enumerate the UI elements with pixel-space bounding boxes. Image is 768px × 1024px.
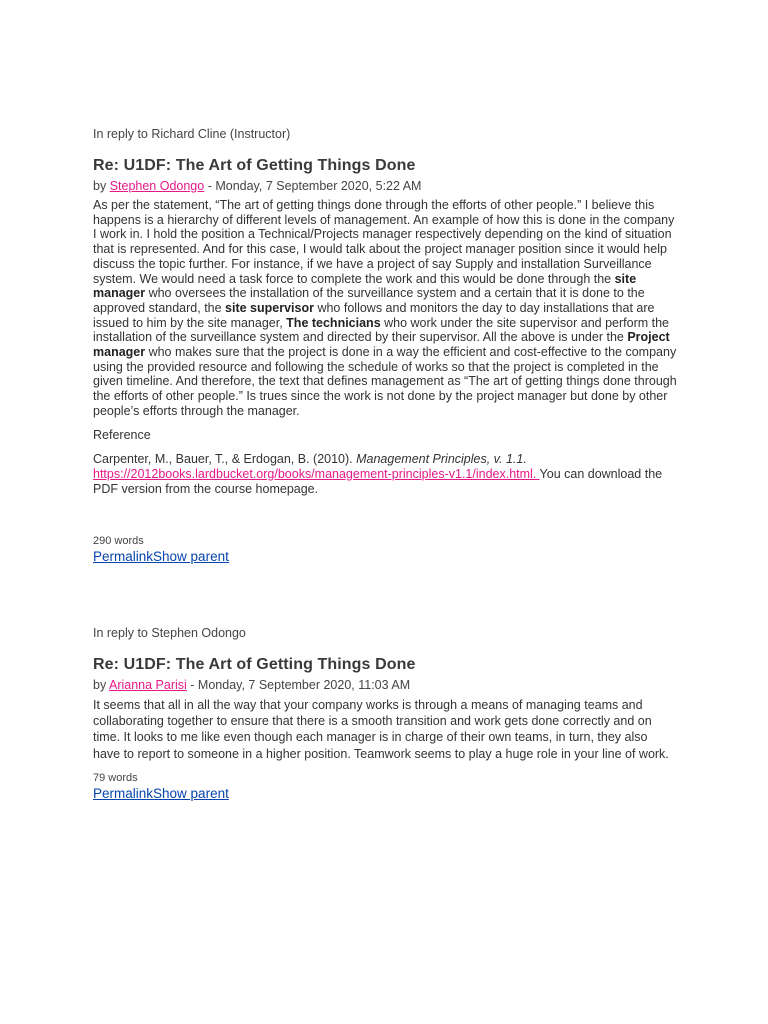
author-link[interactable]: Arianna Parisi: [109, 678, 187, 692]
bold-term-site-manager: site manager: [93, 271, 637, 301]
reply-to-label: In reply to Richard Cline (Instructor): [93, 127, 291, 141]
citation-url-link[interactable]: https://2012books.lardbucket.org/books/management-principles-v1.1/index.html.: [93, 466, 540, 481]
post-byline: [93, 677, 677, 693]
reference-citation: [93, 452, 677, 497]
citation-book-title: Management Principles, v. 1.1.: [356, 451, 527, 466]
show-parent-link[interactable]: Show parent: [153, 785, 229, 801]
citation-authors: Carpenter, M., Bauer, T., & Erdogan, B. (2010).: [93, 451, 357, 466]
author-link[interactable]: Stephen Odongo: [109, 179, 205, 193]
body-text-segment: who makes sure that the project is done in a way the efficient and cost-effective to the company using the provided resource and following the schedule of works so that the project is completed in the given timeline. And therefore, the text that defines management as “The art of getting things done through the efforts of other people.” Is trues since the work is not done by the project manager but done by other people’s efforts through the manager.: [93, 345, 677, 418]
post-actions: [93, 549, 677, 565]
post-title: Re: U1DF: The Art of Getting Things Done: [93, 656, 416, 673]
bold-term-project-manager: Project manager: [93, 330, 670, 360]
show-parent-link[interactable]: Show parent: [153, 548, 229, 564]
reply-to-label: In reply to Stephen Odongo: [93, 626, 246, 640]
bold-term-site-supervisor: site supervisor: [225, 300, 314, 315]
post-body: It seems that all in all the way that your company works is through a means of managing teams and collaborating together to ensure that there is a smooth transition and work gets done correctly and on time. It looks to me like even though each manager is in charge of their own teams, in turn, they also have to report to someone in a higher position. Teamwork seems to play a huge role in your line of work.: [93, 698, 669, 761]
body-text-segment: who work under the site supervisor and perform the installation of the surveillance system and directed by their supervisor. All the above is under the: [93, 315, 669, 345]
byline-prefix: by: [93, 678, 109, 692]
forum-post: [93, 625, 677, 802]
word-count: 79 words: [93, 771, 138, 784]
post-byline: [93, 178, 677, 194]
body-text-segment: who oversees the installation of the surveillance system and a certain that it is done to the approved standard, the: [93, 286, 645, 315]
post-body: [93, 198, 677, 419]
permalink-link[interactable]: Permalink: [93, 548, 154, 564]
forum-post: [93, 126, 677, 565]
bold-term-technicians: The technicians: [286, 315, 381, 330]
body-text-segment: As per the statement, “The art of getting things done through the efforts of other people.” I believe this happens is a hierarchy of different levels of management. An example of how this is done in the company I work in. I hold the position a Technical/Projects manager respectively depending on the kind of situation that is represented. And for this case, I would talk about the project manager position since it would help discuss the topic further. For instance, if we have a project of say Supply and installation Surveillance system. We would need a task force to complete the work and this would be done through the: [93, 198, 675, 286]
post-date: - Monday, 7 September 2020, 5:22 AM: [204, 179, 422, 193]
body-text-segment: who follows and monitors the day to day installations that are issued to him by the site manager,: [93, 300, 655, 330]
post-actions: [93, 786, 677, 802]
reference-heading: Reference: [93, 427, 151, 442]
citation-note: You can download the PDF version from the course homepage.: [93, 466, 663, 496]
permalink-link[interactable]: Permalink: [93, 785, 154, 801]
word-count: 290 words: [93, 534, 144, 547]
post-date: - Monday, 7 September 2020, 11:03 AM: [186, 678, 411, 692]
post-title: Re: U1DF: The Art of Getting Things Done: [93, 157, 416, 174]
byline-prefix: by: [93, 179, 110, 193]
